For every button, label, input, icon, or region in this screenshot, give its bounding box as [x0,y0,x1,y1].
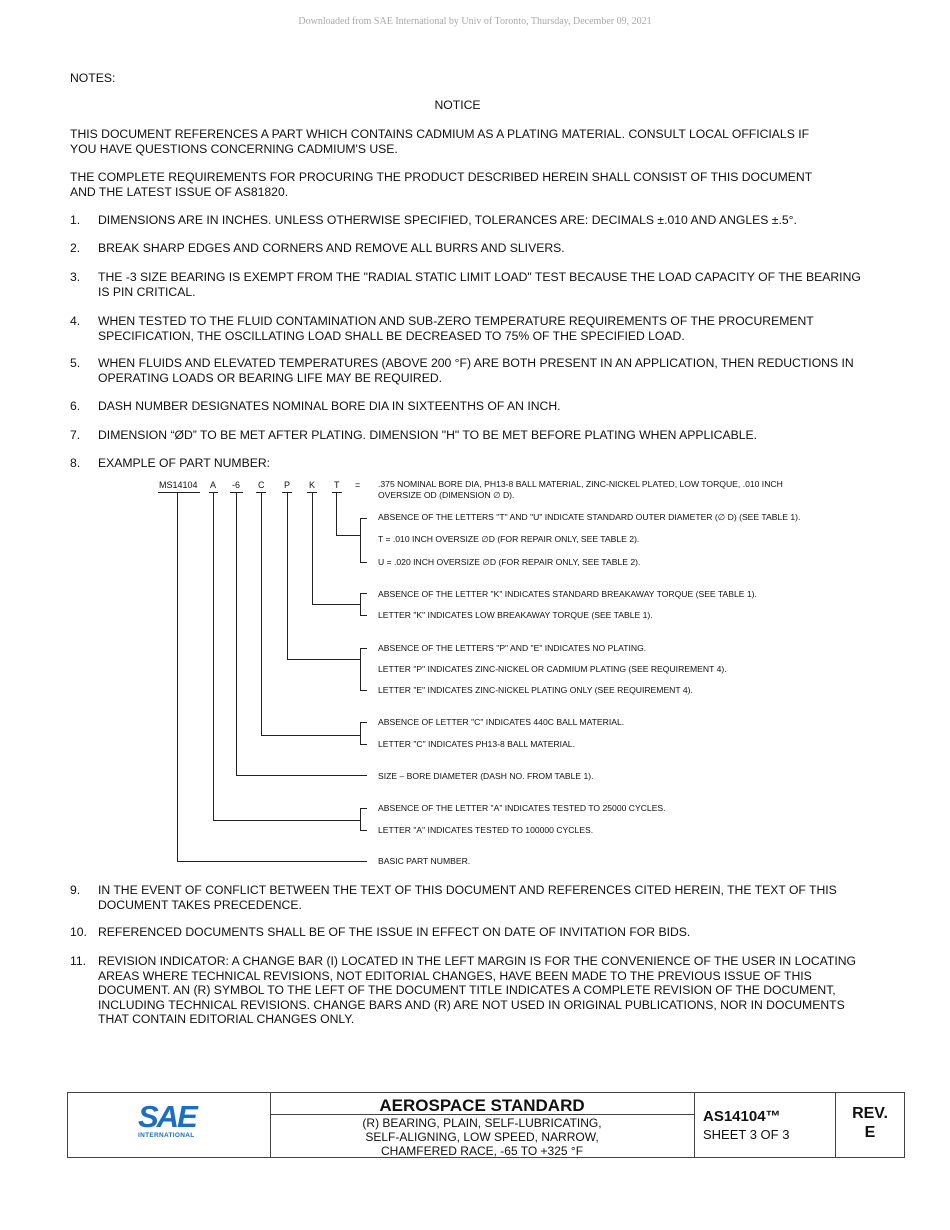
exp-k-letter: LETTER "K" INDICATES LOW BREAKAWAY TORQUE (SEE TABLE 1). [378,610,653,620]
note-number: 9. [70,883,81,897]
note-number: 10. [70,925,87,939]
leader-a [213,820,360,821]
bracket-p [360,648,367,649]
pn-segment-a: A [210,480,217,490]
title-line: CHAMFERED RACE, -65 TO +325 °F [380,1144,584,1158]
leader-p [287,493,288,659]
download-banner: Downloaded from SAE International by Univ of Toronto, Thursday, December 09, 2021 [298,16,652,27]
note-line: THE -3 SIZE BEARING IS EXEMPT FROM THE "RADIAL STATIC LIMIT LOAD" TEST BECAUSE THE LOAD CAPACITY OF THE BEARING [98,270,861,284]
note-line: DIMENSION “ØD” TO BE MET AFTER PLATING. DIMENSION "H" TO BE MET BEFORE PLATING WHEN APPLICABLE. [98,428,757,442]
sae-logo [138,1099,208,1139]
notice-heading: NOTICE [434,98,481,112]
sheet-number: SHEET 3 OF 3 [703,1127,790,1142]
note-line: BREAK SHARP EDGES AND CORNERS AND REMOVE ALL BURRS AND SLIVERS. [98,241,565,255]
exp-k-absent: ABSENCE OF THE LETTER "K" INDICATES STANDARD BREAKAWAY TORQUE (SEE TABLE 1). [378,589,757,599]
exp-e-letter: LETTER "E" INDICATES ZINC-NICKEL PLATING ONLY (SEE REQUIREMENT 4). [378,685,693,695]
exp-c-absent: ABSENCE OF LETTER "C" INDICATES 440C BALL MATERIAL. [378,717,625,727]
note-line: IS PIN CRITICAL. [98,284,196,299]
revision-value: E [864,1124,876,1141]
leader-p [287,659,360,660]
note-number: 3. [70,270,81,284]
bracket-t [360,518,367,519]
note-number: 11. [70,954,87,968]
note-number: 6. [70,399,81,413]
bracket-t [360,518,361,563]
leader-t [336,535,360,536]
exp-p-absent: ABSENCE OF THE LETTERS "P" AND "E" INDICATES NO PLATING. [378,643,647,653]
note-number: 5. [70,356,81,370]
note-line: DOCUMENT TAKES PRECEDENCE. [98,897,302,912]
document-title [270,1116,694,1158]
bracket-k [360,615,367,616]
leader-dash [236,493,237,775]
leader-base [177,493,178,861]
note-line: THAT CONTAIN EDITORIAL CHANGES ONLY. [98,1012,355,1027]
pn-description [378,479,783,501]
note-line: IN THE EVENT OF CONFLICT BETWEEN THE TEXT OF THIS DOCUMENT AND REFERENCES CITED HEREIN, THE TEXT OF THIS [98,883,837,897]
exp-size: SIZE – BORE DIAMETER (DASH NO. FROM TABLE 1). [378,771,594,781]
note-line: WHEN FLUIDS AND ELEVATED TEMPERATURES (ABOVE 200 °F) ARE BOTH PRESENT IN AN APPLICATION, THEN REDUCTIONS IN [98,356,854,370]
note-number: 4. [70,314,81,328]
leader-dash [236,775,367,776]
bracket-k [360,593,361,616]
sae-logo-mark: SAE [138,1099,196,1134]
leader-a [213,493,214,820]
pn-segment-c: C [258,480,265,490]
pn-description-line: OVERSIZE OD (DIMENSION ∅ D). [378,490,515,500]
title-line: SELF-ALIGNING, LOW SPEED, NARROW, [365,1130,599,1144]
note-line: DOCUMENT. AN (R) SYMBOL TO THE LEFT OF THE DOCUMENT TITLE INDICATES A COMPLETE REVISION OF THE DOCUMENT, [98,983,836,998]
note-line: REVISION INDICATOR: A CHANGE BAR (I) LOCATED IN THE LEFT MARGIN IS FOR THE CONVENIENCE OF THE USER IN LOCATING [98,954,856,968]
bracket-a [360,830,367,831]
note-line: REFERENCED DOCUMENTS SHALL BE OF THE ISSUE IN EFFECT ON DATE OF INVITATION FOR BIDS. [98,925,691,939]
note-line: WHEN TESTED TO THE FLUID CONTAMINATION AND SUB-ZERO TEMPERATURE REQUIREMENTS OF THE PROCUREMENT [98,314,814,328]
title-block-divider [694,1093,695,1157]
note-line: DIMENSIONS ARE IN INCHES. UNLESS OTHERWISE SPECIFIED, TOLERANCES ARE: DECIMALS ±.010 AND ANGLES ±.5°. [98,213,797,227]
notes-heading: NOTES: [70,71,116,85]
bracket-k [360,593,367,594]
exp-u-oversize: U = .020 INCH OVERSIZE ∅D (FOR REPAIR ONLY, SEE TABLE 2). [378,557,641,567]
pn-segment-t: T [334,480,340,490]
leader-c [261,735,360,736]
note-number: 2. [70,241,81,255]
bracket-p [360,690,367,691]
pn-segment-base: MS14104 [159,480,198,490]
exp-p-letter: LETTER "P" INDICATES ZINC-NICKEL OR CADMIUM PLATING (SEE REQUIREMENT 4). [378,664,727,674]
exp-c-letter: LETTER "C" INDICATES PH13-8 BALL MATERIAL. [378,739,575,749]
revision [835,1104,905,1142]
exp-t-oversize: T = .010 INCH OVERSIZE ∅D (FOR REPAIR ONLY, SEE TABLE 2). [378,534,640,544]
note-number: 1. [70,213,81,227]
pn-description-line: .375 NOMINAL BORE DIA, PH13-8 BALL MATERIAL, ZINC-NICKEL PLATED, LOW TORQUE, .010 INCH [378,479,783,489]
exp-t-absent: ABSENCE OF THE LETTERS "T" AND "U" INDICATE STANDARD OUTER DIAMETER (∅ D) (SEE TABLE 1). [378,512,801,522]
note-line: EXAMPLE OF PART NUMBER: [98,456,271,470]
note-line: INCLUDING TECHNICAL REVISIONS. CHANGE BARS AND (R) ARE NOT USED IN ORIGINAL PUBLICATIONS, NOR IN DOCUMENTS [98,997,845,1012]
revision-label: REV. [852,1105,888,1122]
bracket-a [360,808,361,831]
pn-equals: = [355,480,361,490]
title-line: (R) BEARING, PLAIN, SELF-LUBRICATING, [362,1116,602,1130]
exp-a-letter: LETTER "A" INDICATES TESTED TO 100000 CYCLES. [378,825,594,835]
bracket-p [360,648,361,691]
pn-segment-k: K [309,480,316,490]
note-number: 8. [70,456,81,470]
sae-logo-subtext: INTERNATIONAL [138,1132,195,1139]
procurement-line: AND THE LATEST ISSUE OF AS81820. [70,184,289,199]
exp-a-absent: ABSENCE OF THE LETTER "A" INDICATES TESTED TO 25000 CYCLES. [378,803,666,813]
leader-base [177,861,367,862]
bracket-c [360,744,367,745]
cadmium-notice [70,127,809,156]
bracket-c [360,722,367,723]
leader-k [312,493,313,604]
leader-k [312,604,360,605]
leader-t [336,493,337,535]
pn-segment-p: P [284,480,291,490]
exp-basic: BASIC PART NUMBER. [378,856,471,866]
procurement-line: THE COMPLETE REQUIREMENTS FOR PROCURING THE PRODUCT DESCRIBED HEREIN SHALL CONSIST OF THIS DOCUMENT [70,170,813,184]
document-number: AS14104™ [703,1108,781,1125]
cadmium-line: YOU HAVE QUESTIONS CONCERNING CADMIUM'S USE. [70,141,398,156]
cadmium-line: THIS DOCUMENT REFERENCES A PART WHICH CONTAINS CADMIUM AS A PLATING MATERIAL. CONSULT LOCAL OFFICIALS IF [70,127,810,141]
underline-t [332,492,342,493]
standard-type: AEROSPACE STANDARD [379,1096,585,1115]
underline-base [158,492,200,493]
note-line: OPERATING LOADS OR BEARING LIFE MAY BE REQUIRED. [98,370,443,385]
bracket-t [360,562,367,563]
note-line: SPECIFICATION, THE OSCILLATING LOAD SHALL BE DECREASED TO 75% OF THE SPECIFIED LOAD. [98,328,685,343]
note-line: AREAS WHERE TECHNICAL REVISIONS, NOT EDITORIAL CHANGES, HAVE BEEN MADE TO THE PREVIOUS ISSUE OF THIS [98,968,812,983]
bracket-a [360,808,367,809]
pn-segment-dash: -6 [232,480,241,490]
leader-c [261,493,262,735]
procurement-statement [70,170,812,199]
note-line: DASH NUMBER DESIGNATES NOMINAL BORE DIA IN SIXTEENTHS OF AN INCH. [98,399,561,413]
note-number: 7. [70,428,81,442]
bracket-c [360,722,361,745]
